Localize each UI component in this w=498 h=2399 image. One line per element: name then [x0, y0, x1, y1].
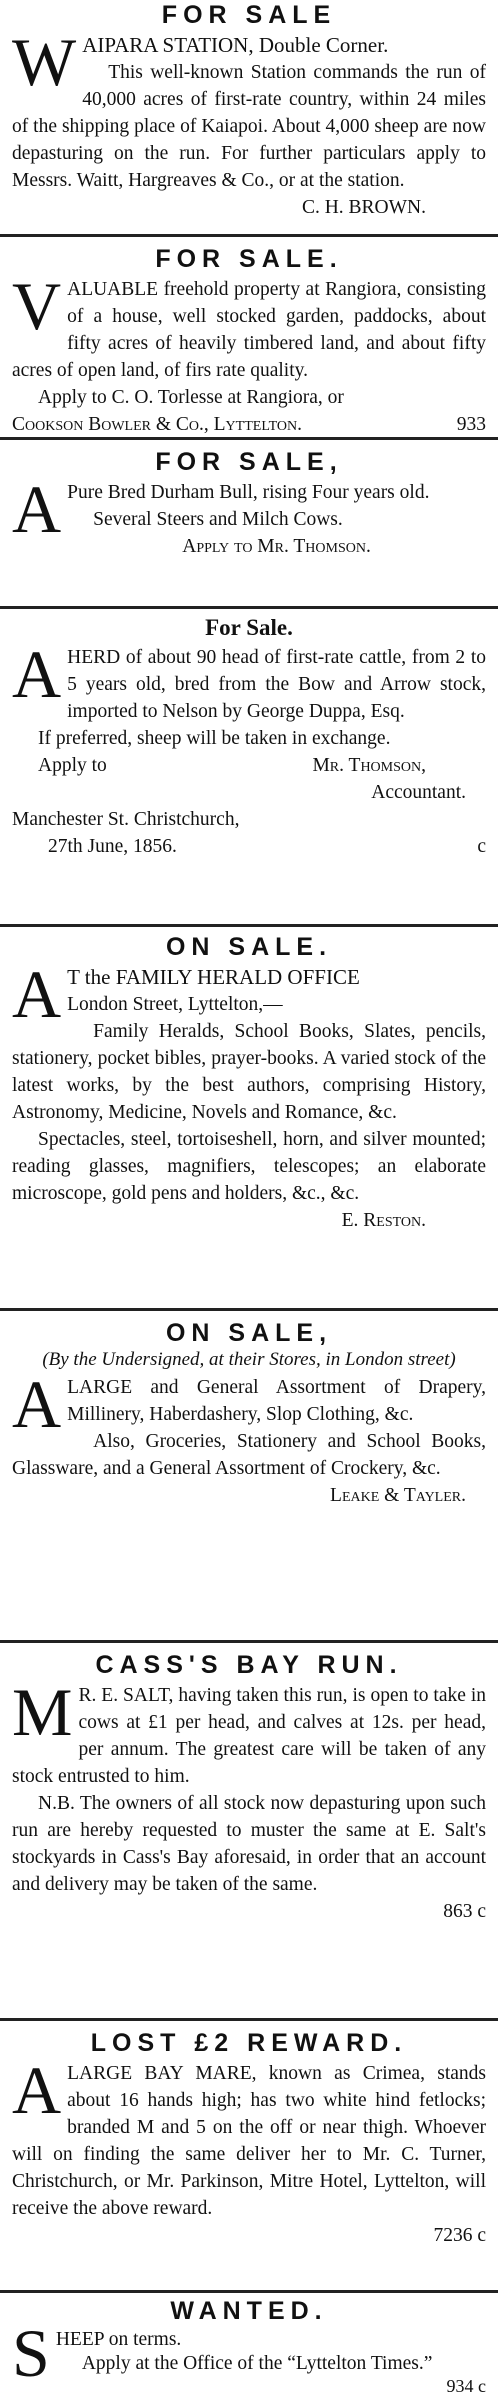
ad-heading: LOST £2 REWARD.: [90, 2029, 408, 2057]
ad-lead-line: AIPARA STATION, Double Corner.: [82, 33, 389, 57]
ad-signature: C. H. BROWN.: [301, 197, 426, 218]
divider-rule: [0, 234, 498, 237]
drop-cap: M: [12, 1674, 73, 1750]
divider-rule: [0, 1640, 498, 1643]
drop-cap: A: [12, 636, 62, 712]
ad-heading: ON SALE.: [165, 933, 333, 961]
ad-leake-tayler-stores: [0, 1318, 498, 1509]
ad-apply-agent: Cookson Bowler & Co., Lyttelton.: [12, 414, 302, 435]
drop-cap: S: [12, 2315, 50, 2391]
ad-apply-label: Apply to: [38, 755, 107, 776]
ad-mark: c: [477, 836, 486, 857]
ad-lead-line-2: London Street, Lyttelton,—: [67, 994, 283, 1015]
ad-number: 934 c: [446, 2376, 486, 2396]
ad-heading: CASS'S BAY RUN.: [95, 1651, 403, 1679]
ad-text-2: N.B. The owners of all stock now depasturing upon such run are hereby requested to muster the same at E. Salt's stockyards in Cass's Bay aforesaid, in order that an account and delivery may be taken of the same.: [12, 1793, 486, 1895]
ad-heading: ON SALE,: [165, 1319, 333, 1347]
ad-durham-bull: [0, 447, 498, 560]
ad-heading: WANTED.: [170, 2297, 328, 2325]
divider-rule: [0, 606, 498, 609]
divider-rule: [0, 2018, 498, 2021]
ad-text: Apply at the Office of the “Lyttelton Times.”: [81, 2353, 433, 2374]
ad-text: R. E. SALT, having taken this run, is open to take in cows at £1 per head, and calves at 12s. per head, per annum. The greatest care will be taken of any stock entrusted to him.: [12, 1685, 486, 1787]
ad-signature: E. Reston.: [341, 1210, 426, 1231]
ad-herd-cattle: [0, 614, 498, 860]
ad-rangiora-property: [0, 244, 498, 438]
ad-lead-line: HEEP on terms.: [55, 2329, 182, 2350]
divider-rule: [0, 2290, 498, 2293]
ad-apply-title: Accountant.: [371, 782, 466, 803]
ad-text-2: Also, Groceries, Stationery and School Books, Glassware, and a General Assortment of Crockery, &c.: [12, 1431, 486, 1479]
ad-text: HERD of about 90 head of first-rate cattle, from 2 to 5 years old, bred from the Bow and Arrow stock, imported to Nelson by George Duppa, Esq.: [67, 647, 486, 722]
ad-apply: Apply to Mr. Thomson.: [182, 536, 371, 557]
drop-cap: V: [12, 268, 62, 344]
ad-wanted-sheep: [0, 2296, 498, 2396]
divider-rule: [0, 1308, 498, 1311]
ad-number: 7236 c: [433, 2225, 486, 2246]
drop-cap: A: [12, 1366, 62, 1442]
ad-lost-reward: [0, 2028, 498, 2249]
ad-cass-bay-run: [0, 1650, 498, 1925]
ad-apply: Apply to C. O. Torlesse at Rangiora, or: [38, 387, 344, 408]
ad-date: 27th June, 1856.: [48, 836, 177, 857]
ad-heading: FOR SALE: [161, 1, 337, 29]
ad-heading: FOR SALE.: [155, 245, 343, 273]
drop-cap: A: [12, 2052, 62, 2128]
ad-text: LARGE and General Assortment of Drapery, Millinery, Haberdashery, Slop Clothing, &c.: [67, 1377, 486, 1425]
ad-heading: For Sale.: [205, 615, 293, 640]
divider-rule: [0, 437, 498, 440]
ad-text: This well-known Station commands the run of 40,000 acres of first-rate country, within 24 miles of the shipping place of Kaiapoi. About 4,000 sheep are now depasturing on the run. For further particulars apply to Messrs. Waitt, Hargreaves & Co., or at the station.: [12, 62, 486, 191]
ad-signature: Leake & Tayler.: [330, 1485, 466, 1506]
ad-text: ALUABLE freehold property at Rangiora, consisting of a house, well stocked garden, paddocks, about fifty acres of heavily timbered land, and about fifty acres of open land, of firs rate quality.: [12, 279, 486, 381]
ad-family-herald-office: [0, 932, 498, 1234]
ad-text-2: If preferred, sheep will be taken in exchange.: [38, 728, 391, 749]
ad-text-2: Several Steers and Milch Cows.: [93, 509, 343, 530]
ad-apply-name: Mr. Thomson,: [312, 755, 426, 776]
ad-text: LARGE BAY MARE, known as Crimea, stands about 16 hands high; has two white hind fetlocks; branded M and 5 on the off or near thigh. Whoever will on finding the same deliver her to Mr. C. Turner, Christchurch, or Mr. Parkinson, Mitre Hotel, Lyttelton, will receive the above reward.: [12, 2063, 486, 2219]
ad-text-2: Spectacles, steel, tortoiseshell, horn, and silver mounted; reading glasses, magnifiers, telescopes; an elaborate microscope, gold pens and holders, &c., &c.: [12, 1129, 486, 1204]
ad-number: 863 c: [443, 1901, 486, 1922]
ad-subheading: (By the Undersigned, at their Stores, in London street): [42, 1349, 456, 1370]
ad-lead-line: T the FAMILY HERALD OFFICE: [67, 965, 360, 989]
ad-number: 933: [456, 414, 486, 435]
ad-heading: FOR SALE,: [155, 448, 343, 476]
ad-text: Family Heralds, School Books, Slates, pencils, stationery, pocket bibles, prayer-books. A varied stock of the latest works, by the best authors, comprising History, Astronomy, Medicine, Novels and Romance, &c.: [12, 1021, 486, 1123]
drop-cap: A: [12, 471, 62, 547]
ad-text: Pure Bred Durham Bull, rising Four years old.: [67, 482, 430, 503]
ad-address: Manchester St. Christchurch,: [12, 809, 240, 830]
divider-rule: [0, 924, 498, 927]
drop-cap: A: [12, 956, 62, 1032]
drop-cap: W: [12, 24, 77, 100]
ad-waipara-station: [0, 0, 498, 221]
